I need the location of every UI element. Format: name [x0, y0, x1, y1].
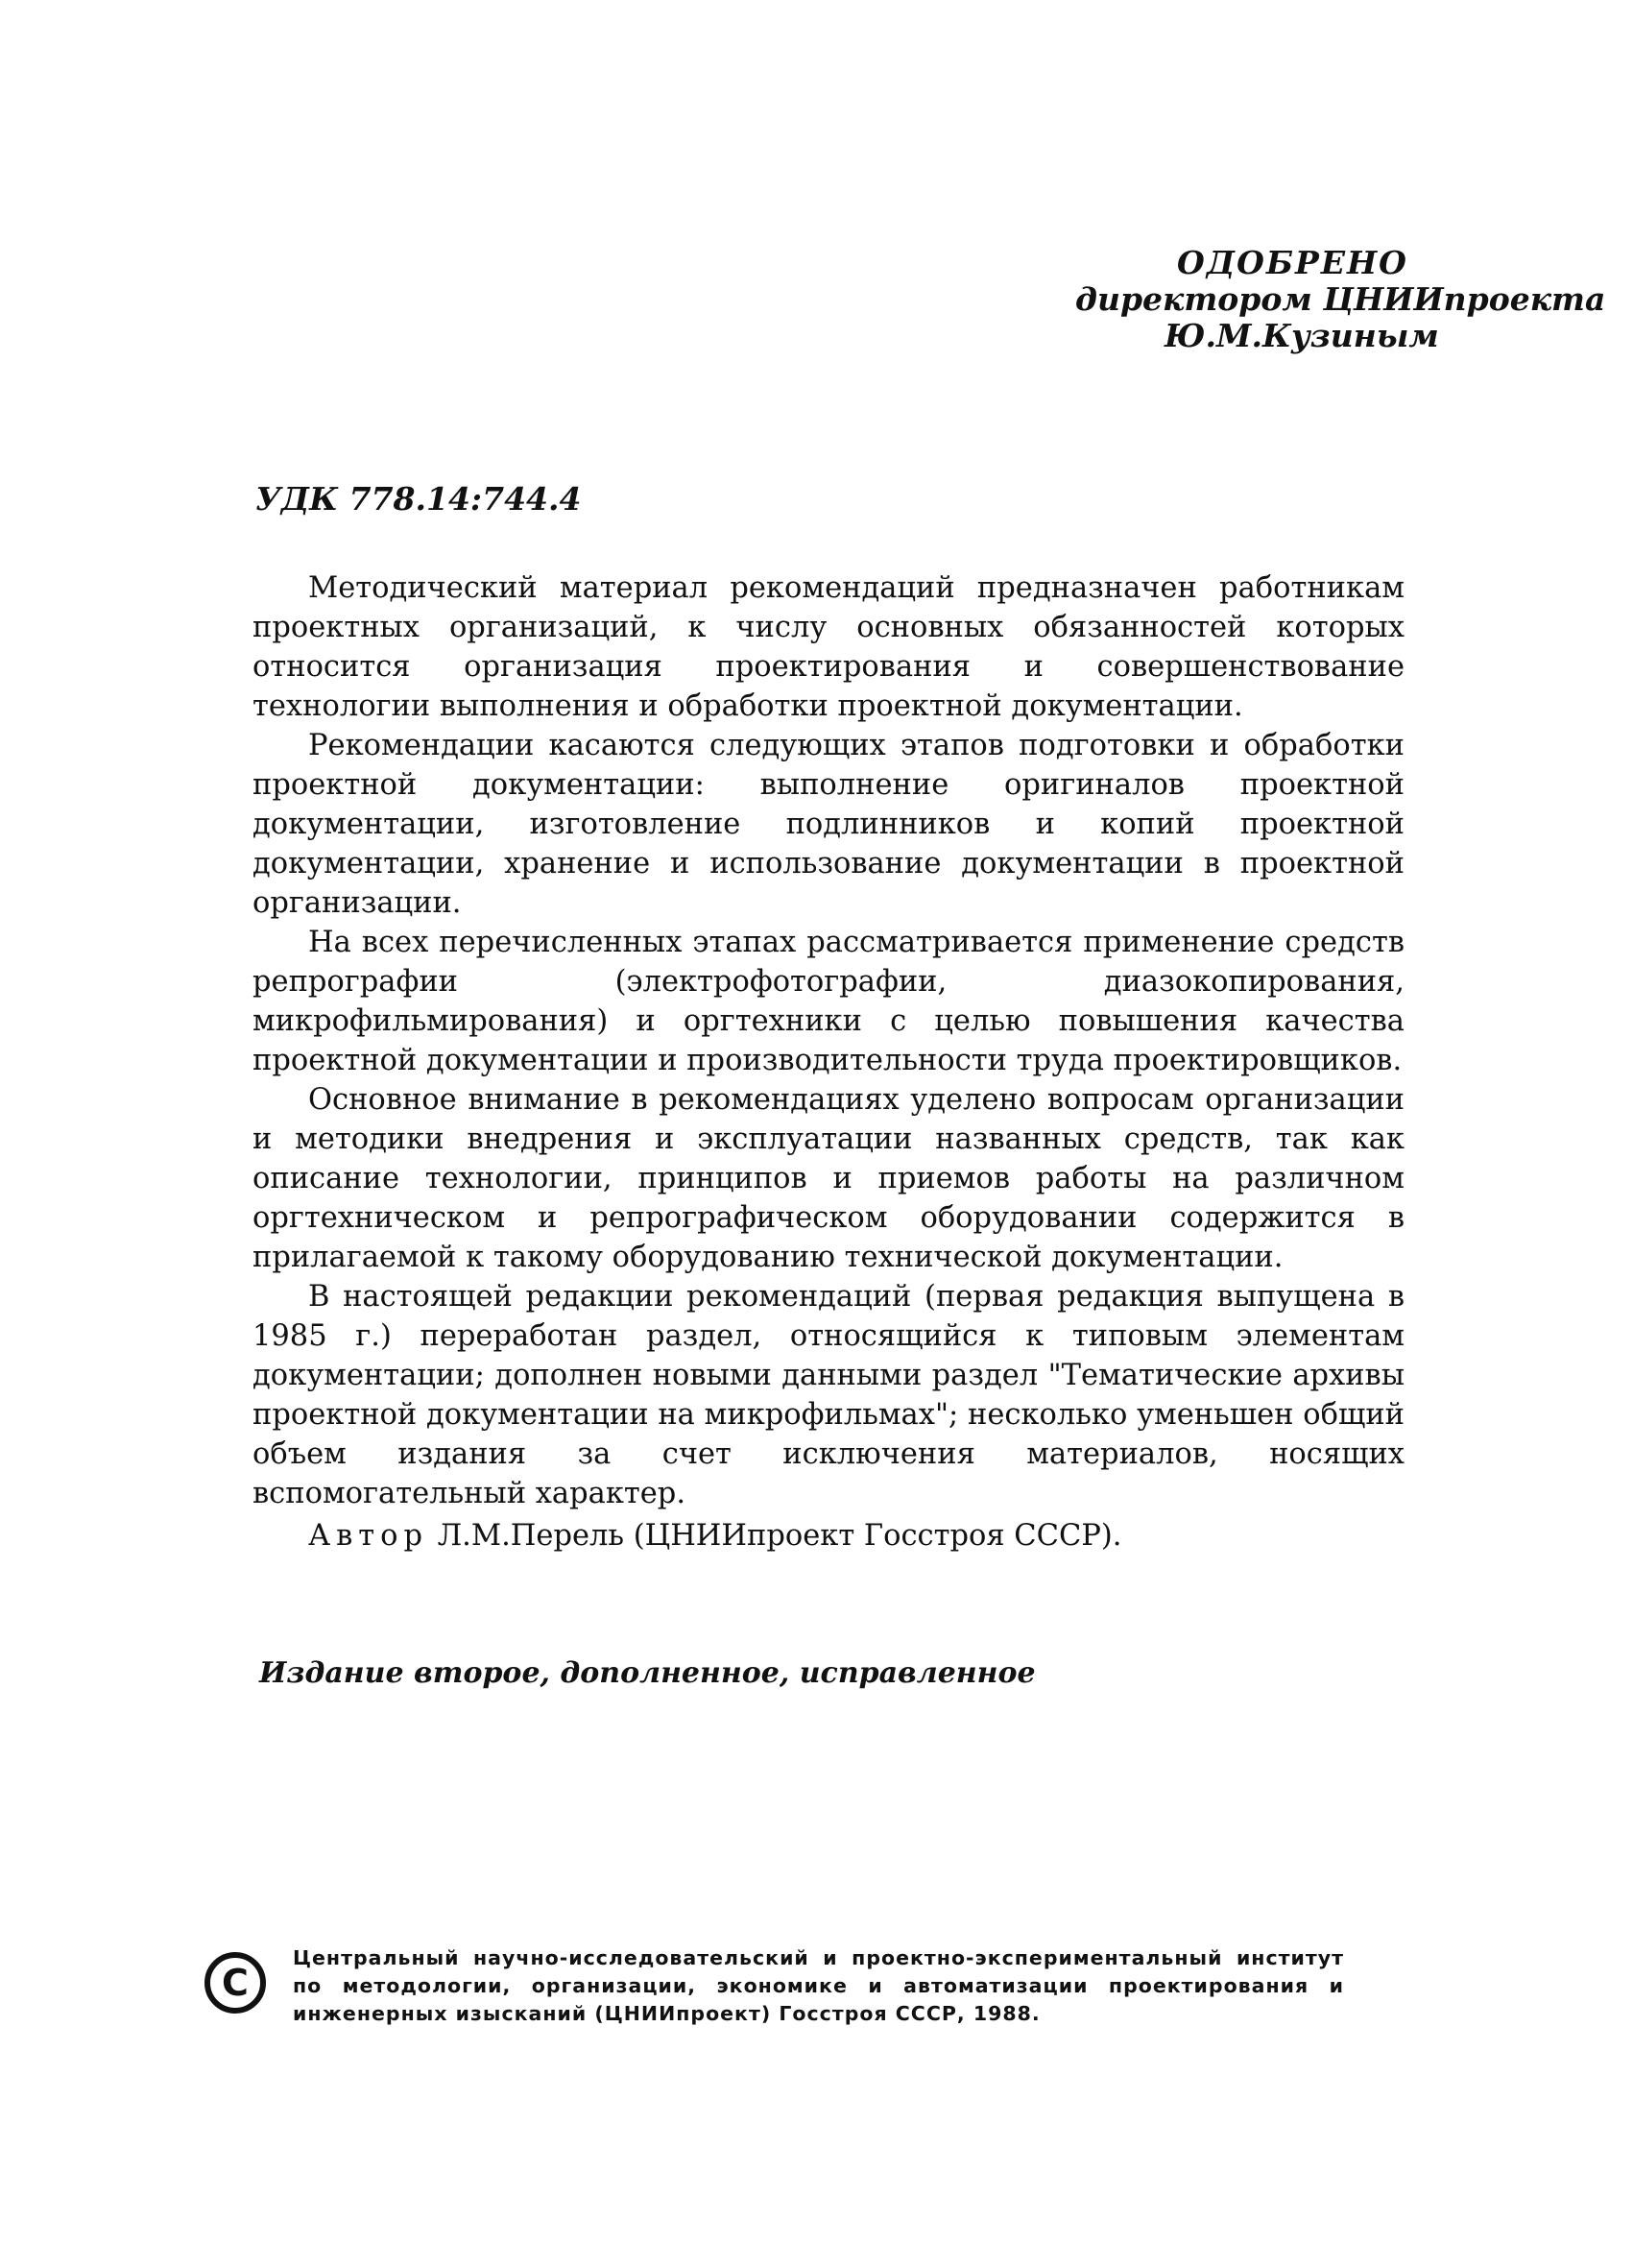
author-line	[252, 1516, 1405, 1556]
edition-note: Издание второе, дополненное, исправленное	[259, 1656, 1036, 1690]
approval-block	[1056, 244, 1606, 354]
paragraph-2: Рекомендации касаются следующих этапов подготовки и обработки проектной документации: выполнение оригиналов проектной документации, изготовление подлинников и копий проектной документации, хранение и использование документации в проектной организации.	[252, 729, 1405, 920]
udk-code: УДК 778.14:744.4	[255, 480, 582, 518]
paragraph-5: В настоящей редакции рекомендаций (первая редакция выпущена в 1985 г.) переработан раздел, относящийся к типовым элементам документации; дополнен новыми данными раздел "Тематические архивы проектной документации на микрофильмах"; несколько уменьшен общий объем издания за счет исключения материалов, носящих вспомогательный характер.	[252, 1280, 1405, 1510]
author-name: Л.М.Перель (ЦНИИпроект Госстроя СССР).	[437, 1519, 1122, 1553]
copyright-imprint: Центральный научно-исследовательский и проектно-экспериментальный институт по методологии, организации, экономике и автоматизации проектирования и инженерных изысканий (ЦНИИпроект) Госстроя СССР, 1988.	[293, 1946, 1344, 2025]
annotation-text	[252, 568, 1405, 1556]
approval-position: директором ЦНИИпроекта	[1075, 280, 1606, 318]
paragraph-4: Основное внимание в рекомендациях уделено вопросам организации и методики внедрения и эксплуатации названных средств, так как описание технологии, принципов и приемов работы на различном оргтехническом и репрографическом оборудовании содержится в прилагаемой к такому оборудованию технической документации.	[252, 1083, 1405, 1274]
paragraph-1: Методический материал рекомендаций предназначен работникам проектных организаций, к числу основных обязанностей которых относится организация проектирования и совершенствование технологии выполнения и обработки проектной документации.	[252, 571, 1405, 723]
copyright-symbol: C	[222, 1962, 249, 2004]
approval-person: Ю.М.Кузиным	[1165, 317, 1439, 354]
author-label: Автор	[308, 1519, 429, 1553]
approval-title: ОДОБРЕНО	[1177, 244, 1408, 281]
copyright-icon	[204, 1952, 266, 2014]
paragraph-3: На всех перечисленных этапах рассматривается применение средств репрографии (электрофотографии, диазокопирования, микрофильмирования) и оргтехники с целью повышения качества проектной документации и производительности труда проектировщиков.	[252, 926, 1405, 1077]
